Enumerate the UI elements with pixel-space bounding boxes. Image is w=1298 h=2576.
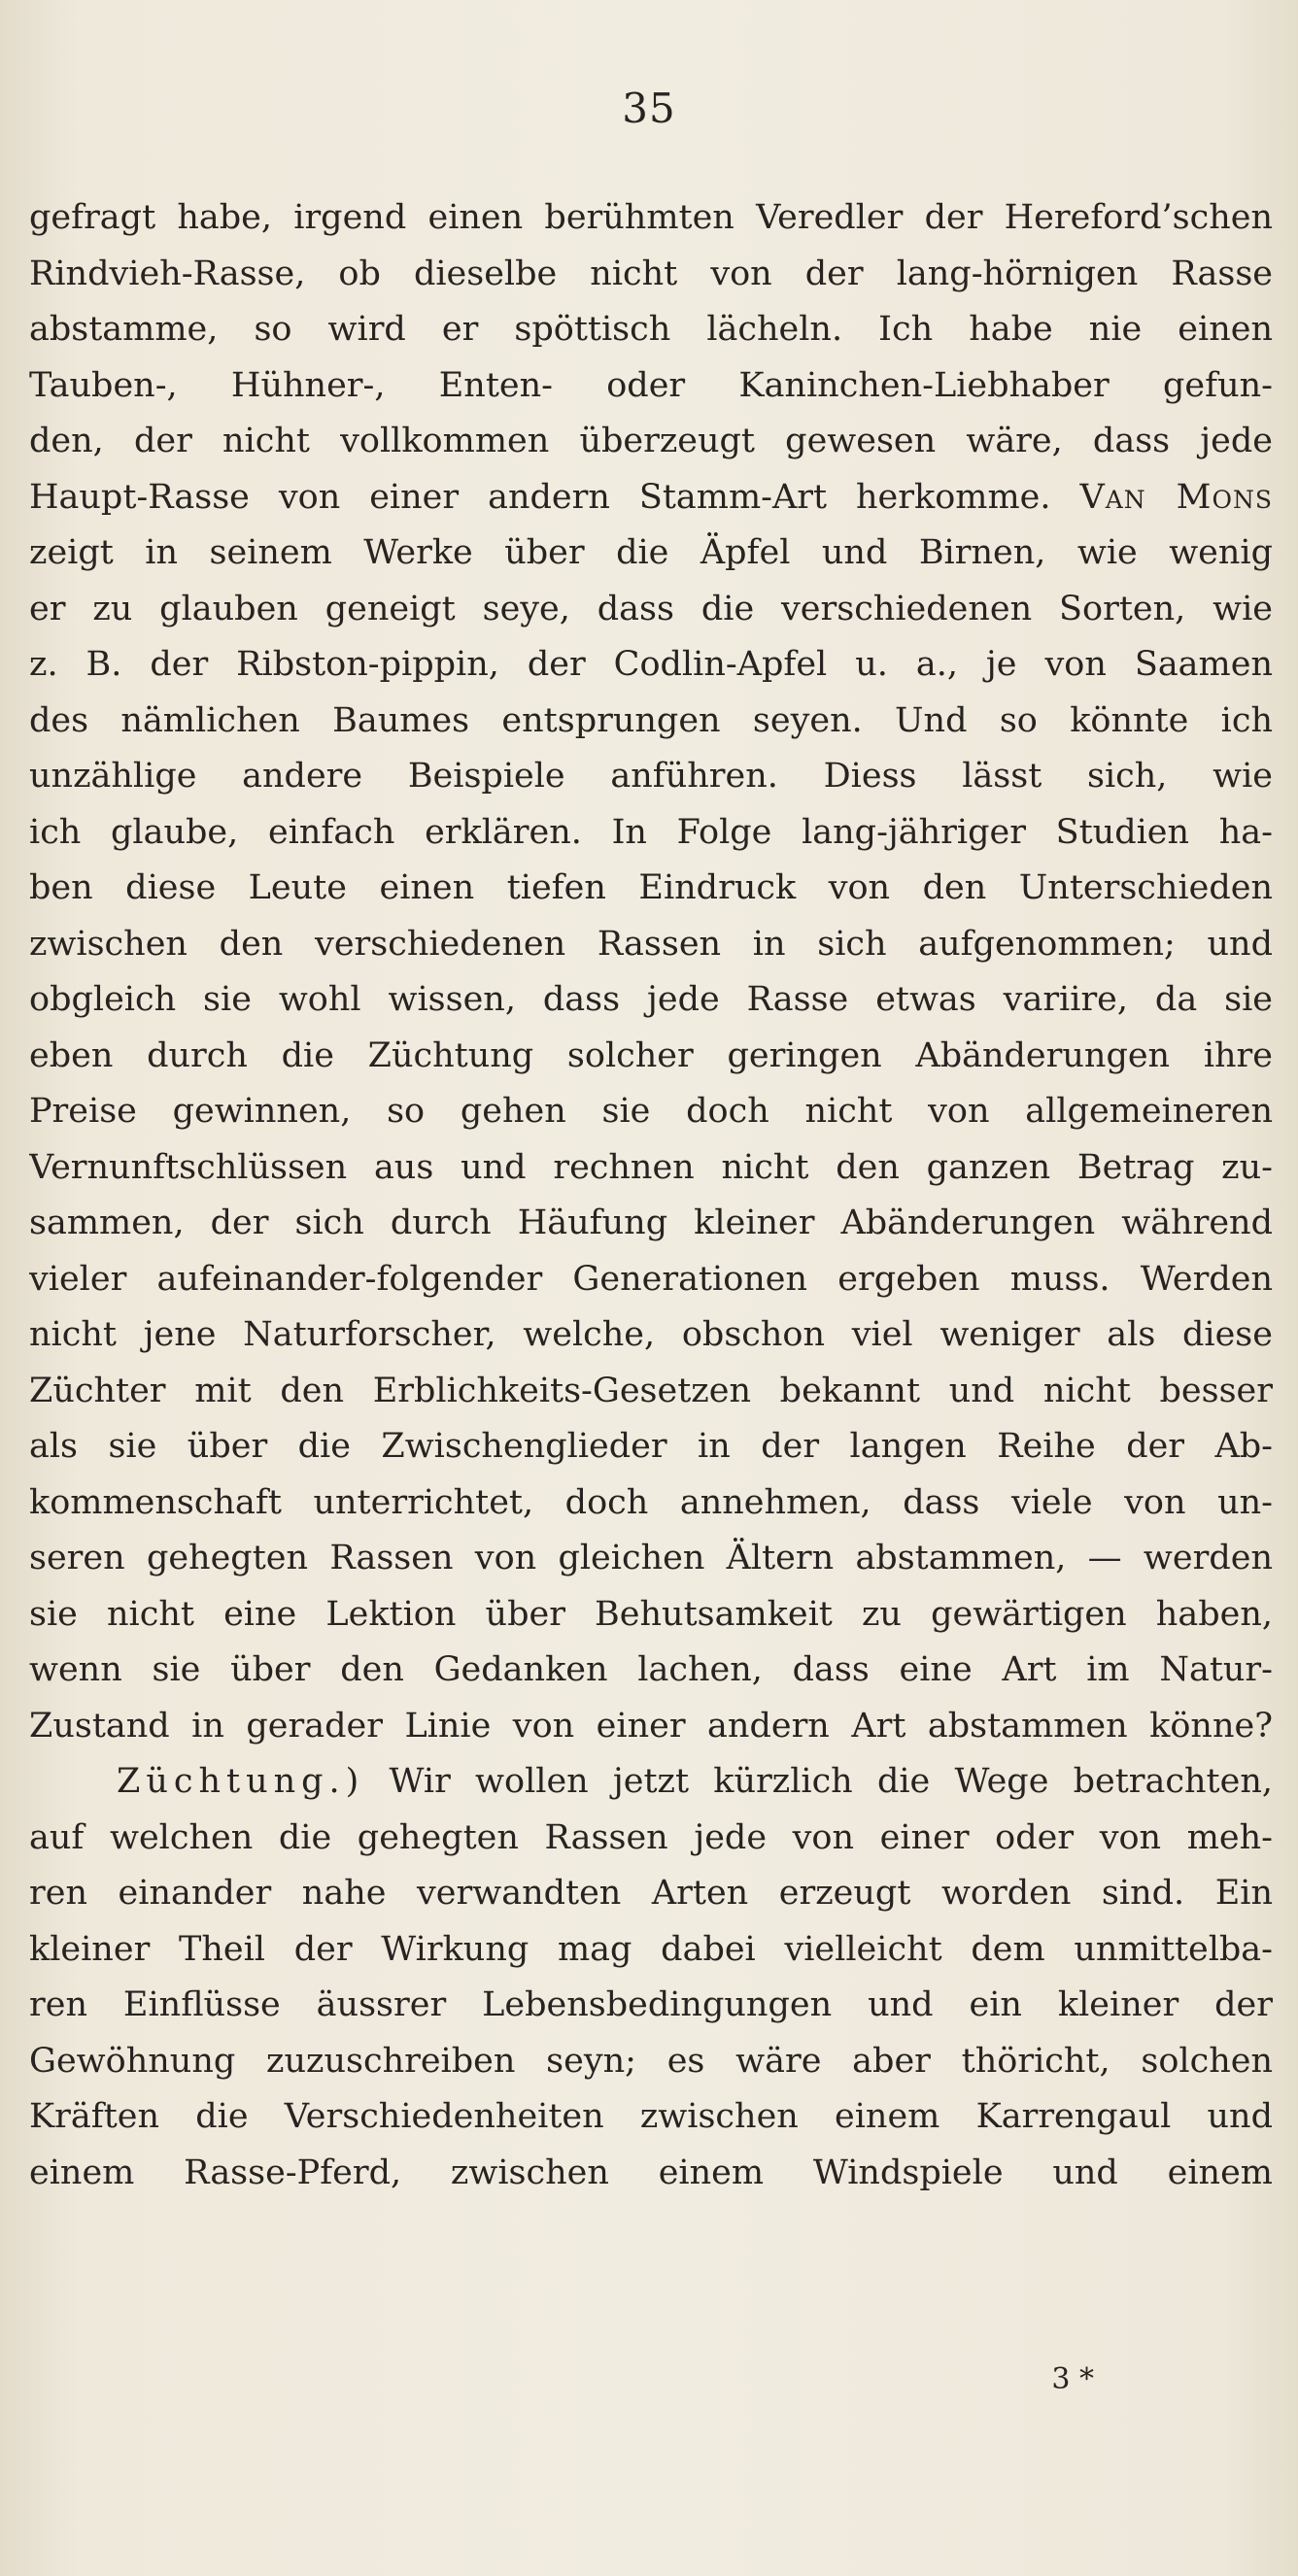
text-line [29,470,1273,526]
text-line: Vernunftschlüssen aus und rechnen nicht den ganzen Betrag zu- [29,1147,1273,1187]
text-line: als sie über die Zwischenglieder in der langen Reihe der Ab- [29,1427,1273,1466]
text-line: wenn sie über den Gedanken lachen, dass eine Art im Natur- [29,1650,1273,1689]
text-line: kommenschaft unterrichtet, doch annehmen, dass viele von un- [29,1482,1273,1522]
text-line: eben durch die Züchtung solcher geringen Abänderungen ihre [29,1035,1273,1075]
section-heading-zuechtung: Züchtung.) [117,1762,365,1801]
text-line: Kräften die Verschiedenheiten zwischen einem Karrengaul und [29,2097,1273,2136]
text-line: Gewöhnung zuzuschreiben seyn; es wäre aber thöricht, solchen [29,2041,1273,2081]
text-line: ich glaube, einfach erklären. In Folge lang-jähriger Studien ha- [29,812,1273,852]
text-line: unzählige andere Beispiele anführen. Diess lässt sich, wie [29,757,1273,796]
text-line: Züchter mit den Erblichkeits-Gesetzen bekannt und nicht besser [29,1371,1273,1410]
text-fragment: Haupt-Rasse von einer andern Stamm-Art herkomme. [29,477,1080,517]
text-line [29,1754,1273,1811]
text-line: gefragt habe, irgend einen berühmten Veredler der Hereford’schen [29,198,1273,237]
text-line: auf welchen die gehegten Rassen jede von einer oder von meh- [29,1817,1273,1857]
text-line: zwischen den verschiedenen Rassen in sich aufgenommen; und [29,924,1273,964]
text-line: obgleich sie wohl wissen, dass jede Rasse etwas variire, da sie [29,980,1273,1019]
text-line: ren Einflüsse äussrer Lebensbedingungen und ein kleiner der [29,1985,1273,2024]
text-line: z. B. der Ribston-pippin, der Codlin-Apfel u. a., je von Saamen [29,645,1273,684]
text-line: Zustand in gerader Linie von einer andern Art abstammen könne? [29,1706,1273,1746]
author-name-van-mons: Van Mons [1079,477,1273,517]
text-line: zeigt in seinem Werke über die Äpfel und Birnen, wie wenig [29,533,1273,572]
text-line: er zu glauben geneigt seye, dass die verschiedenen Sorten, wie [29,589,1273,628]
text-line: ren einander nahe verwandten Arten erzeugt worden sind. Ein [29,1874,1273,1913]
text-line: abstamme, so wird er spöttisch lächeln. Ich habe nie einen [29,310,1273,349]
text-line: Rindvieh-Rasse, ob dieselbe nicht von der lang-hörnigen Rasse [29,254,1273,293]
text-line: des nämlichen Baumes entsprungen seyen. Und so könnte ich [29,700,1273,740]
text-line: den, der nicht vollkommen überzeugt gewesen wäre, dass jede [29,422,1273,460]
text-line: nicht jene Naturforscher, welche, obschon viel weniger als diese [29,1315,1273,1354]
text-line: einem Rasse-Pferd, zwischen einem Windspiele und einem [29,2152,1273,2192]
text-line: vieler aufeinander-folgender Generationen ergeben muss. Werden [29,1259,1273,1299]
text-line: kleiner Theil der Wirkung mag dabei vielleicht dem unmittelba- [29,1929,1273,1969]
text-line: seren gehegten Rassen von gleichen Ältern abstammen, — werden [29,1539,1273,1577]
body-text [29,190,1273,2201]
text-line: Preise gewinnen, so gehen sie doch nicht von allgemeineren [29,1092,1273,1131]
text-fragment: Wir wollen jetzt kürzlich die Wege betrachten, [364,1762,1273,1801]
text-line: ben diese Leute einen tiefen Eindruck von den Unterschieden [29,868,1273,907]
page-number: 35 [622,85,676,132]
signature-mark: 3 * [1051,2362,1094,2396]
text-line: sie nicht eine Lektion über Behutsamkeit zu gewärtigen haben, [29,1594,1273,1634]
text-line: Tauben-, Hühner-, Enten- oder Kaninchen-Liebhaber gefun- [29,365,1273,405]
text-line: sammen, der sich durch Häufung kleiner Abänderungen während [29,1203,1273,1242]
